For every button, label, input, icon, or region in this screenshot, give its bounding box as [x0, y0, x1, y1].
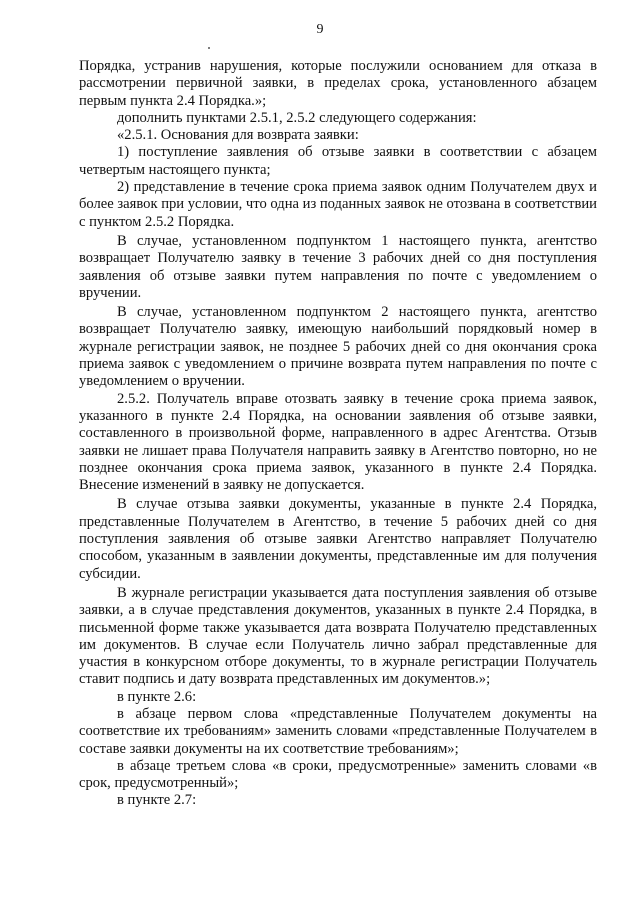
paragraph: в абзаце третьем слова «в сроки, предусмотренные» заменить словами «в срок, предусмотренный»;	[79, 757, 597, 792]
scan-speck	[208, 47, 210, 49]
paragraph: Порядка, устранив нарушения, которые послужили основанием для отказа в рассмотрении первичной заявки, в пределах срока, установленного абзацем первым пункта 2.4 Порядка.»;	[79, 58, 597, 109]
paragraph: в абзаце первом слова «представленные Получателем документы на соответствие их требованиям» заменить словами «представленные Получателем в составе заявки документы на их соответствие требованиям»;	[79, 705, 597, 757]
paragraph: В случае, установленном подпунктом 1 настоящего пункта, агентство возвращает Получателю заявку в течение 3 рабочих дней со дня поступления заявления об отзыве заявки путем направления по почте с уведомлением о вручении.	[79, 232, 597, 301]
paragraph: «2.5.1. Основания для возврата заявки:	[117, 127, 359, 144]
paragraph: 2.5.2. Получатель вправе отозвать заявку в течение срока приема заявок, указанного в пункте 2.4 Порядка, на основании заявления об отзыве заявки, составленного в произвольной форме, направленного в адрес Агентства. Отзыв заявки не лишает права Получателя направить заявку в Агентство повторно, но не позднее окончания срока приема заявок, указанного в пункте 2.4 Порядка. Внесение изменений в заявку не допускается.	[79, 390, 597, 494]
paragraph: в пункте 2.6:	[117, 688, 197, 705]
paragraph: В журнале регистрации указывается дата поступления заявления об отзыве заявки, а в случае представления документов, указанных в пункте 2.4 Порядка, в письменной форме также указывается дата возврата Получателю представленных им документов. В случае если Получатель лично забрал представленные для участия в конкурсном отборе документы, то в журнале регистрации Получатель ставит подпись и дату возврата представленных им документов.»;	[79, 584, 597, 688]
page-number: 9	[316, 22, 324, 37]
document-body	[79, 58, 597, 810]
paragraph: 1) поступление заявления об отзыве заявки в соответствии с абзацем четвертым настоящего пункта;	[79, 144, 597, 178]
paragraph: в пункте 2.7:	[117, 792, 197, 809]
paragraph: 2) представление в течение срока приема заявок одним Получателем двух и более заявок при условии, что одна из поданных заявок не отозвана в соответствии с пунктом 2.5.2 Порядка.	[79, 179, 597, 230]
paragraph: В случае, установленном подпунктом 2 настоящего пункта, агентство возвращает Получателю заявку, имеющую наибольший порядковый номер в журнале регистрации заявок, не позднее 5 рабочих дней со дня окончания срока приема заявок с уведомлением о причине возврата путем направления по почте с уведомлением о вручении.	[79, 304, 597, 390]
paragraph: дополнить пунктами 2.5.1, 2.5.2 следующего содержания:	[117, 109, 477, 126]
paragraph: В случае отзыва заявки документы, указанные в пункте 2.4 Порядка, представленные Получателем в Агентство, в течение 5 рабочих дней со дня поступления заявления об отзыве заявки Агентство направляет Получателю способом, указанным в заявлении документы, представленные им для получения субсидии.	[79, 496, 597, 582]
